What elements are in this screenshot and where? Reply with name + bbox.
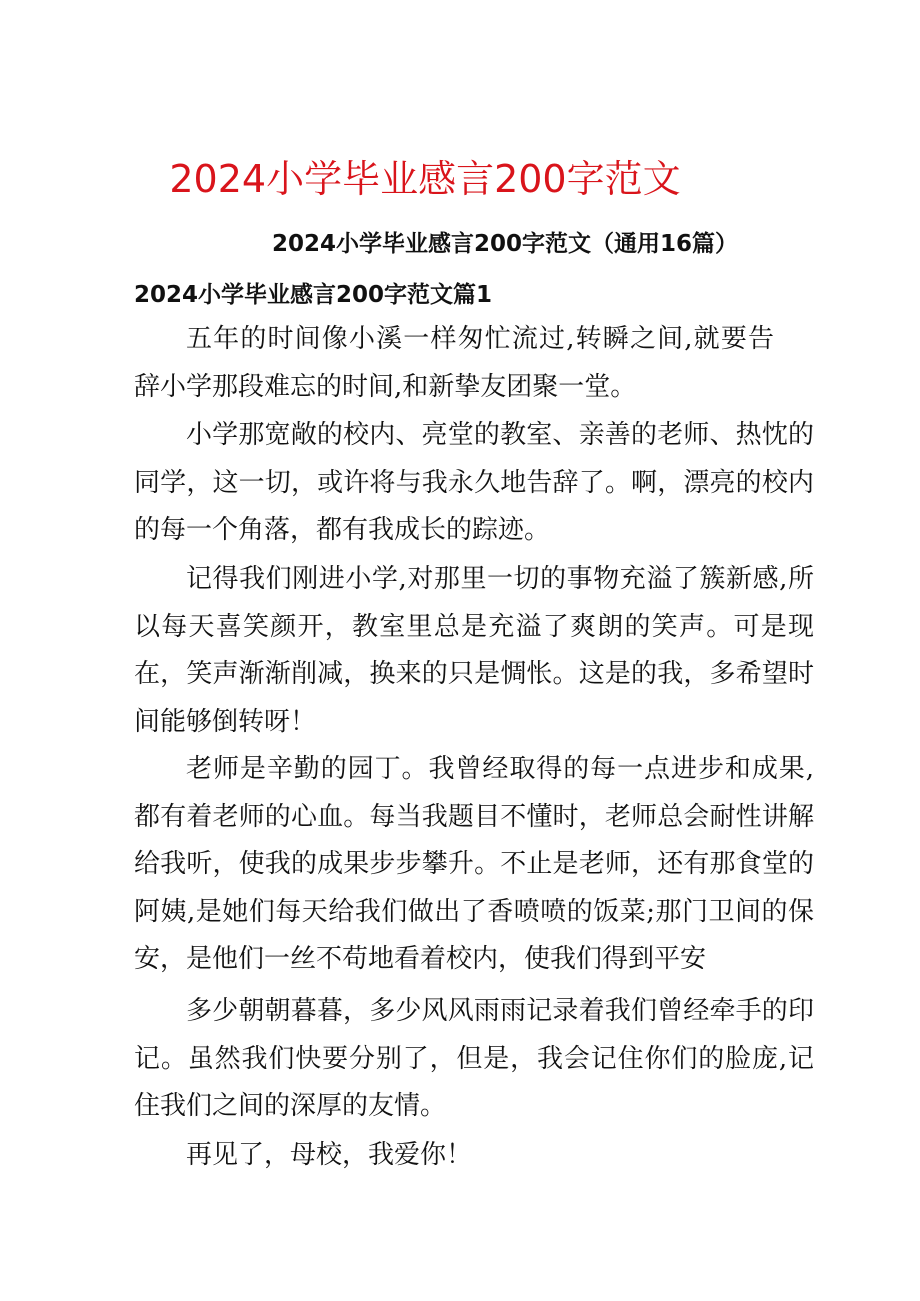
paragraph: 记得我们刚进小学,对那里一切的事物充溢了簇新感,所以每天喜笑颜开，教室里总是充溢了爽朗的笑声。可是现在，笑声渐渐削减，换来的只是惆怅。这是的我，多希望时间能够倒转呀！	[134, 564, 814, 737]
document-title: 2024小学毕业感言200字范文	[169, 157, 681, 201]
paragraph: 五年的时间像小溪一样匆忙流过,转瞬之间,就要告辞小学那段难忘的时间,和新挚友团聚一堂。	[134, 324, 774, 402]
section-heading: 2024小学毕业感言200字范文篇1	[134, 282, 493, 308]
paragraph: 多少朝朝暮暮，多少风风雨雨记录着我们曾经牵手的印记。虽然我们快要分别了，但是，我会记住你们的脸庞,记住我们之间的深厚的友情。	[134, 996, 814, 1121]
paragraph: 老师是辛勤的园丁。我曾经取得的每一点进步和成果,都有着老师的心血。每当我题目不懂时，老师总会耐性讲解给我听，使我的成果步步攀升。不止是老师，还有那食堂的阿姨,是她们每天给我们做出了香喷喷的饭菜;那门卫间的保安，是他们一丝不苟地看着校内，使我们得到平安	[134, 754, 814, 974]
paragraph: 再见了，母校，我爱你！	[186, 1140, 473, 1170]
document-subtitle: 2024小学毕业感言200字范文（通用16篇）	[272, 231, 739, 257]
paragraph: 小学那宽敞的校内、亮堂的教室、亲善的老师、热忱的同学，这一切，或许将与我永久地告辞了。啊，漂亮的校内的每一个角落，都有我成长的踪迹。	[134, 420, 814, 545]
